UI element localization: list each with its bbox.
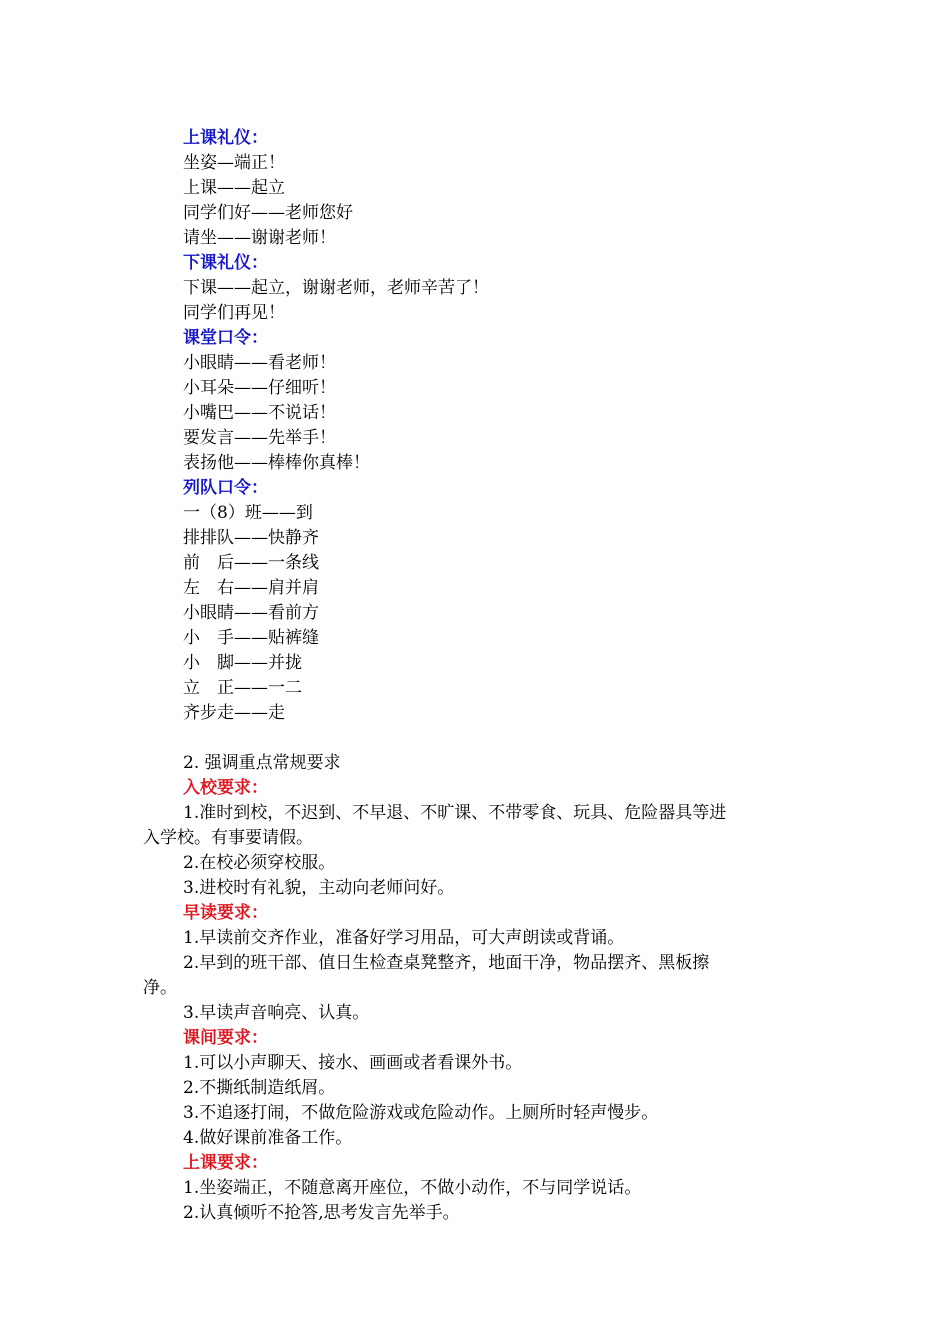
text-line: 2.认真倾听不抢答,思考发言先举手。 [183,1203,460,1223]
text-line: 一（8）班——到 [183,503,313,523]
text-line: 小眼睛——看老师！ [183,353,336,373]
text-line: 小嘴巴——不说话！ [183,403,336,423]
text-line: 同学们好——老师您好 [183,203,353,223]
text-line: 表扬他——棒棒你真棒！ [183,453,370,473]
text-line: 齐步走——走 [183,703,285,723]
text-line: 3.不追逐打闹，不做危险游戏或危险动作。上厕所时轻声慢步。 [183,1103,659,1123]
text-line: 立 正——一二 [183,678,302,698]
heading-in-class: 上课要求： [183,1153,268,1173]
text-line: 排排队——快静齐 [183,528,319,548]
text-line: 小 脚——并拢 [183,653,302,673]
text-line: 1.坐姿端正，不随意离开座位，不做小动作，不与同学说话。 [183,1178,642,1198]
text-line: 1.早读前交齐作业，准备好学习用品，可大声朗读或背诵。 [183,928,625,948]
text-line: 1.可以小声聊天、接水、画画或者看课外书。 [183,1053,523,1073]
text-line: 前 后——一条线 [183,553,319,573]
heading-lineup-slogans: 列队口令： [183,478,268,498]
text-line: 小耳朵——仔细听！ [183,378,336,398]
text-line: 左 右——肩并肩 [183,578,319,598]
text-line: 2.在校必须穿校服。 [183,853,336,873]
text-line: 同学们再见！ [183,303,285,323]
text-line: 小 手——贴裤缝 [183,628,319,648]
heading-school-entry: 入校要求： [183,778,268,798]
text-line: 要发言——先举手！ [183,428,336,448]
text-line: 入学校。有事要请假。 [143,828,313,848]
text-line: 净。 [143,978,177,998]
text-line: 请坐——谢谢老师！ [183,228,336,248]
text-line: 上课——起立 [183,178,285,198]
heading-class-end: 下课礼仪： [183,253,268,273]
section-title-key-requirements: 2. 强调重点常规要求 [183,753,341,773]
text-line: 下课——起立，谢谢老师，老师辛苦了！ [183,278,489,298]
text-line: 4.做好课前准备工作。 [183,1128,353,1148]
text-line: 1.准时到校，不迟到、不早退、不旷课、不带零食、玩具、危险器具等进 [183,803,727,823]
heading-classroom-slogans: 课堂口令： [183,328,268,348]
heading-morning-reading: 早读要求： [183,903,268,923]
text-line: 3.进校时有礼貌，主动向老师问好。 [183,878,455,898]
text-line: 2.早到的班干部、值日生检查桌凳整齐，地面干净，物品摆齐、黑板擦 [183,953,710,973]
heading-class-start: 上课礼仪： [183,128,268,148]
text-line: 小眼睛——看前方 [183,603,319,623]
text-line: 2.不撕纸制造纸屑。 [183,1078,336,1098]
heading-recess: 课间要求： [183,1028,268,1048]
text-line: 坐姿—端正！ [183,153,285,173]
text-line: 3.早读声音响亮、认真。 [183,1003,370,1023]
